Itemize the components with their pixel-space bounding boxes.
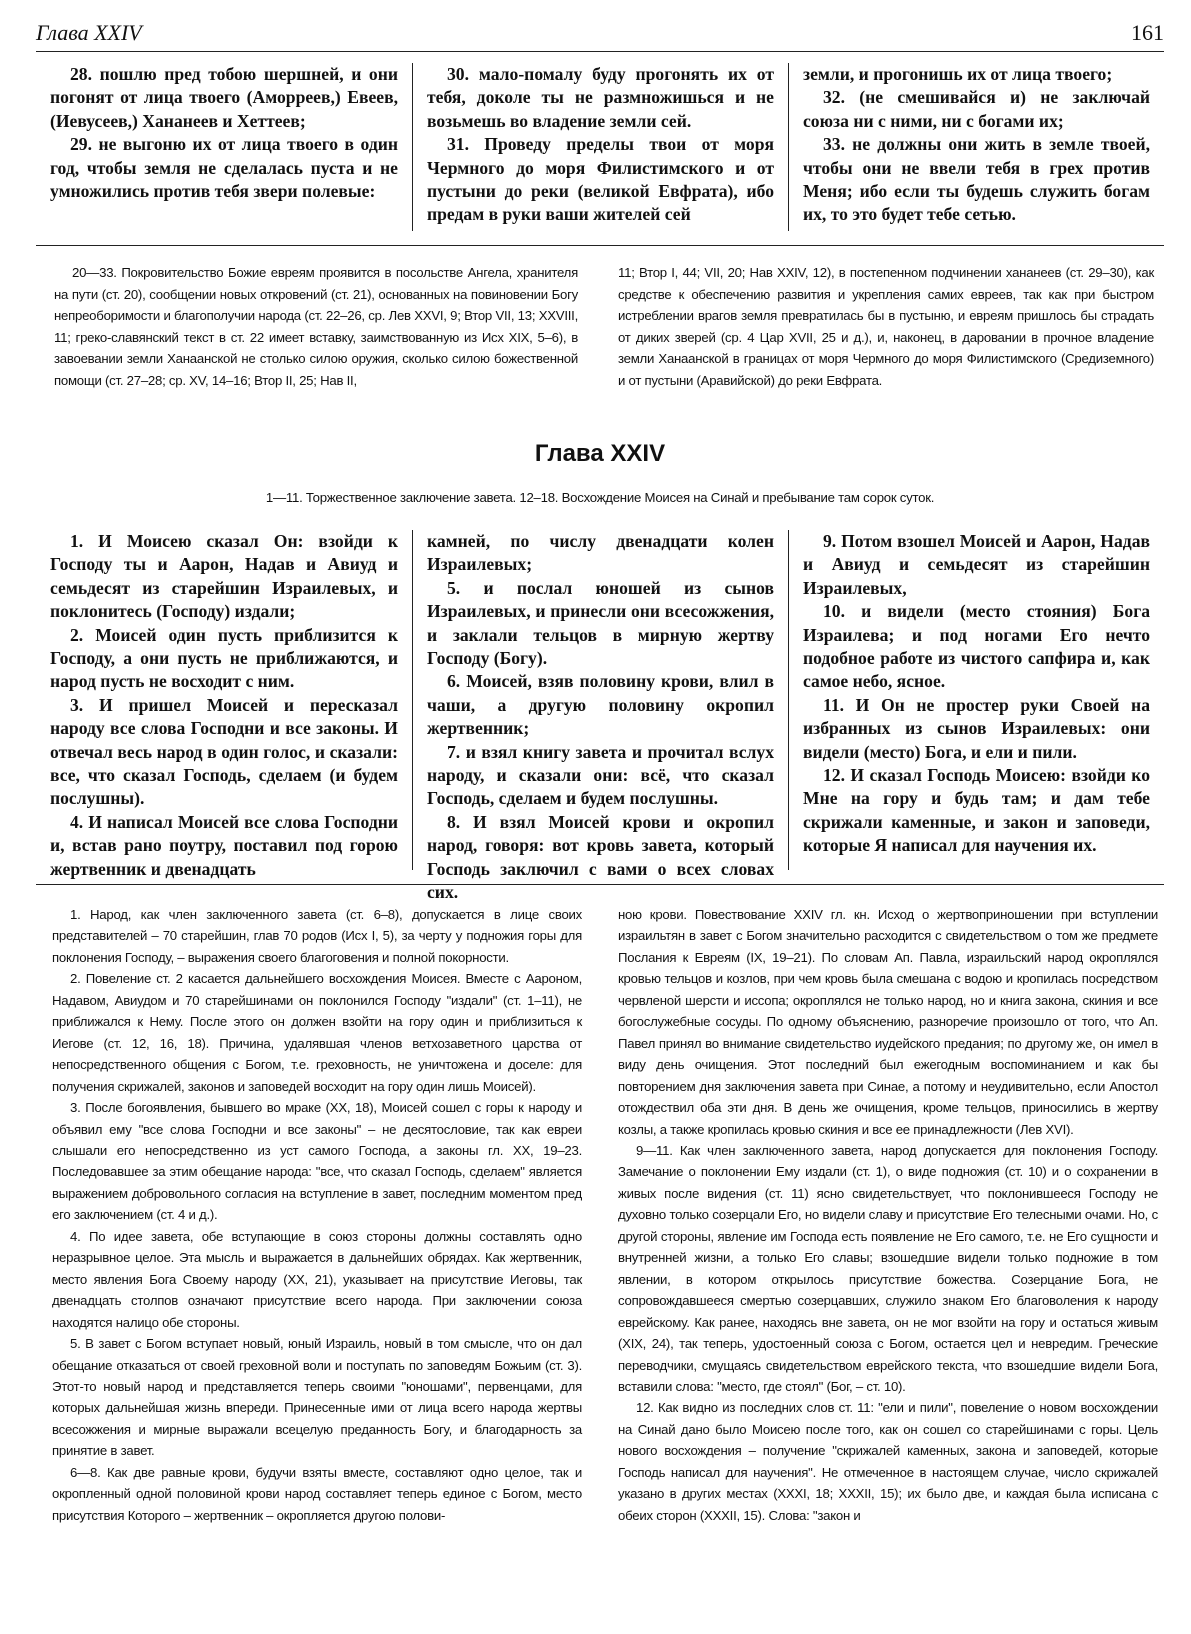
commentary-paragraph: 4. По идее завета, обе вступающие в союз стороны должны составлять одно неразрывное целое. Эта мысль и выражается в дальнейших обрядах. Как жертвенник, место явления Бога Своему народу (XX, 21), указывает на присутствие Иеговы, так двенадцать столпов означают присутствие всего народа. При заключении союза находятся налицо обе стороны. — [52, 1228, 582, 1330]
scripture-column-1 — [36, 63, 412, 231]
commentary-top — [36, 262, 1164, 392]
commentary-column-right — [600, 904, 1164, 1526]
scripture-column-3 — [788, 530, 1164, 870]
verse: 3. И пришел Моисей и пересказал народу все слова Господни и все законы. И отвечал весь народ в один голос, и сказали: все, что сказал Господь, сделаем (и будем послушны). — [50, 694, 398, 809]
scripture-verse-columns — [36, 530, 1164, 903]
commentary-column-left — [36, 262, 600, 392]
commentary-paragraph: 6—8. Как две равные крови, будучи взяты вместе, составляют одно целое, так и окропленный одной половиной крови народ составляет теперь единое с Богом, место присутствия Которого – жертвенник – окропляется другою полови- — [52, 1464, 582, 1523]
verse: 31. Проведу пределы твои от моря Чермного до моря Филистимского и от пустыни до реки (великой Евфрата), ибо предам в руки ваши жителей сей — [427, 134, 774, 225]
commentary-paragraph: 3. После богоявления, бывшего во мраке (XX, 18), Моисей сошел с горы к народу и объявил ему "все слова Господни и все законы" – не десятословие, так как евреи слышали его непосредственно из уст самого Господа, а законы гл. XX, 19–23. Последовавшее за этим обещание народа: "все, что сказал Господь, сделаем" является выражением добровольного согласия на вступление в завет, последним моментом пред его заключением (ст. 4 и д.). — [52, 1100, 582, 1223]
verse: 12. И сказал Господь Моисею: взойди ко Мне на гору и будь там; и дам тебе скрижали каменные, и закон и заповеди, которые Я написал для научения их. — [803, 765, 1150, 856]
verse: 11. И Он не простер руки Своей на избранных из сынов Израилевых: они видели (место) Бога, и ели и пили. — [803, 694, 1150, 762]
verse-continuation: земли, и прогонишь их от лица твоего; — [803, 64, 1113, 84]
verse: 30. мало-помалу буду прогонять их от тебя, доколе ты не размножишься и не возьмешь во владение земли сей. — [427, 64, 774, 131]
scripture-column-1 — [36, 530, 412, 879]
commentary-paragraph: 11; Втор I, 44; VII, 20; Нав XXIV, 12), в постепенном подчинении хананеев (ст. 29–30), как средстве к обеспечению развития и укрепления самих евреев, так как при быстром истреблении врагов земля превратилась бы в пустыню, и евреям пришлось бы страдать от диких зверей (ср. 4 Цар XVII, 25 и д.), и, наконец, в даровании в прочное владение земли Ханаанской в границах от моря Чермного до моря Филистимского (Средиземного) и от пустыни (Аравийской) до реки Евфрата. — [618, 265, 1154, 388]
commentary-column-left — [36, 904, 600, 1526]
scripture-column-3 — [788, 63, 1164, 231]
verse: 2. Моисей один пусть приблизится к Господу, а они пусть не приближаются, и народ пусть не восходит с ним. — [50, 624, 398, 692]
section-divider — [36, 245, 1164, 246]
verse: 28. пошлю пред тобою шершней, и они погонят от лица твоего (Аморреев,) Евеев, (Иевусеев,) Хананеев и Хеттеев; — [50, 64, 398, 131]
chapter-summary: 1—11. Торжественное заключение завета. 12–18. Восхождение Моисея на Синай и пребывание там сорок суток. — [265, 490, 935, 505]
verse: 4. И написал Моисей все слова Господни и, встав рано поутру, поставил под горою жертвенник и двенадцать — [50, 811, 398, 879]
commentary-paragraph: ною крови. Повествование XXIV гл. кн. Исход о жертвоприношении при вступлении израильтян в завет с Богом значительно расходится с свидетельством о том же предмете Послания к Евреям (IX, 19–21). По словам Ап. Павла, израильский народ окроплялся кровью тельцов и козлов, при чем кровь была смешана с водою и кропилась посредством червленой шерсти и иссопа; окроплялся не только народ, но и книга закона, скиния и все богослужебные сосуды. По одному объяснению, разноречие произошло от того, что Ап. Павел принял во внимание свидетельство иудейского предания; по другому же, он имел в виду день очищения. Этот последний был ежегодным воспоминанием и как бы повторением дня заключения завета при Синае, а потому и неудивительно, если Апостол отождествил оба эти дня. В день же очищения, кроме тельцов, приносились в жертву козлы, а также кропилась кровью скиния и все ее принадлежности (Лев XVI). — [618, 907, 1158, 1137]
scripture-column-2 — [412, 530, 788, 903]
page-header — [36, 18, 1164, 52]
header-rule — [36, 51, 1164, 52]
chapter-title: Глава XXIV — [534, 440, 666, 467]
verse: 6. Моисей, взяв половину крови, влил в чаши, а другую половину окропил жертвенник; — [427, 671, 774, 739]
section-divider — [36, 884, 1164, 885]
verse: 29. не выгоню их от лица твоего в один год, чтобы земля не сделалась пуста и не умножились против тебя звери полевые: — [50, 134, 398, 202]
verse: 10. и видели (место стояния) Бога Израилева; и под ногами Его нечто подобное работе из чистого сапфира и, как самое небо, ясное. — [803, 601, 1150, 692]
scripture-top-columns — [36, 63, 1164, 231]
verse: 1. И Моисею сказал Он: взойди к Господу ты и Аарон, Надав и Авиуд и семьдесят из старейшин Израилевых, и поклонитесь (Господу) издали; — [50, 531, 398, 622]
verse: 32. (не смешивайся и) не заключай союза ни с ними, ни с богами их; — [803, 87, 1150, 131]
verse: 5. и послал юношей из сынов Израилевых, и принесли они всесожжения, и заклали тельцов в мирную жертву Господу (Богу). — [427, 577, 774, 669]
commentary-column-right — [600, 262, 1164, 392]
commentary-paragraph: 20—33. Покровительство Божие евреям проявится в посольстве Ангела, хранителя на пути (ст. 20), сообщении новых откровений (ст. 21), основанных на повиновении Богу непреоборимости и благополучии народа (ст. 22–26, ср. Лев XXVI, 9; Втор VII, 13; XXVIII, 11; греко-славянский текст в ст. 22 имеет вставку, заимствованную из Исх XIX, 5–6), в завоевании земли Ханаанской не столько силою оружия, сколько силою божественной помощи (ст. 27–28; ср. XV, 14–16; Втор II, 25; Нав II, — [54, 265, 578, 388]
commentary-paragraph: 9—11. Как член заключенного завета, народ допускается для поклонения Господу. Замечание о поклонении Ему издали (ст. 1), о виде подножия (ст. 10) и о сохранении в живых после видения (ст. 11) ясно свидетельствует, что поклонившееся Господу не духовно только созерцали Его, но видели славу и присутствие Его телесными очами. Но, с другой стороны, явление им Господа есть появление не Его самого, т.е. не Его сущности и внутренней жизни, а только Его славы; взошедшие видели только подножие в том явлении, в котором открылось присутствие божества. Созерцание Бога, не сопровождавшееся смертью созерцавших, служило знаком Его благоволения к народу еврейскому. Как ранее, находясь вне завета, он не мог взойти на гору и остаться живым (XIX, 24), так теперь, удостоенный союза с Богом, остается цел и невредим. Греческие переводчики, смущаясь свидетельством еврейского текста, что взошедшие видели Бога, вставили слова: "место, где стоял" (Бог, – ст. 10). — [618, 1142, 1158, 1394]
running-head: Глава XXIV — [36, 20, 142, 45]
commentary-paragraph: 1. Народ, как член заключенного завета (ст. 6–8), допускается в лице своих представителей – 70 старейшин, глав 70 родов (Исх I, 5), за черту у подножия горы для поклонения Господу, – выражения своего благоговения и полной покорности. — [52, 907, 582, 965]
scripture-column-2 — [412, 63, 788, 231]
verse: 8. И взял Моисей крови и окропил народ, говоря: вот кровь завета, который Господь заключил с вами о всех словах сих. — [427, 811, 774, 903]
commentary-paragraph: 5. В завет с Богом вступает новый, юный Израиль, новый в том смысле, что он дал обещание отказаться от своей греховной воли и поступать по заповедям Божьим (ст. 3). Этот-то новый народ и представляется теперь своими "юношами", первенцами, для которых дальнейшая жизнь впереди. Принесенные ими от лица всего народа жертвы всесожжения и мирные выражали всецелую преданность Богу, и благодарность за принятие в завет. — [52, 1336, 582, 1459]
verse: 33. не должны они жить в земле твоей, чтобы они не ввели тебя в грех против Меня; ибо если ты будешь служить богам их, то это будет тебе сетью. — [803, 134, 1150, 225]
verse: 7. и взял книгу завета и прочитал вслух народу, и сказали они: всё, что сказал Господь, сделаем и будем послушны. — [427, 741, 774, 809]
commentary-paragraph: 12. Как видно из последних слов ст. 11: "ели и пили", повеление о новом восхождении на Синай дано было Моисею после того, как он сошел со старейшинами с горы. Цель нового восхождения – получение "скрижалей каменных, закона и заповедей, которые Господь написал для научения". Не отмеченное в настоящем случае, число скрижалей указано в других местах (XXXI, 18; XXXII, 15); их было две, и каждая была исписана с обеих сторон (XXXII, 15). Слова: "закон и — [618, 1400, 1158, 1523]
verse-continuation: камней, по числу двенадцати колен Израилевых; — [427, 531, 774, 575]
page-number: 161 — [1131, 20, 1164, 45]
verse: 9. Потом взошел Моисей и Аарон, Надав и Авиуд и семьдесят из старейшин Израилевых, — [803, 531, 1150, 598]
commentary-paragraph: 2. Повеление ст. 2 касается дальнейшего восхождения Моисея. Вместе с Аароном, Надавом, Авиудом и 70 старейшинами он поклонился Господу "издали" (ст. 1–11), не приближался к Нему. После этого он должен взойти на гору один и приблизиться к Иегове (ст. 12, 16, 18). Причина, удалявшая членов ветхозаветного царства от непосредственного общения с Богом, т.е. греховность, не уничтожена и доселе: для получения скрижалей, законов и заповедей восходит на гору один лишь Моисей). — [52, 971, 582, 1094]
commentary-bottom — [36, 904, 1164, 1526]
